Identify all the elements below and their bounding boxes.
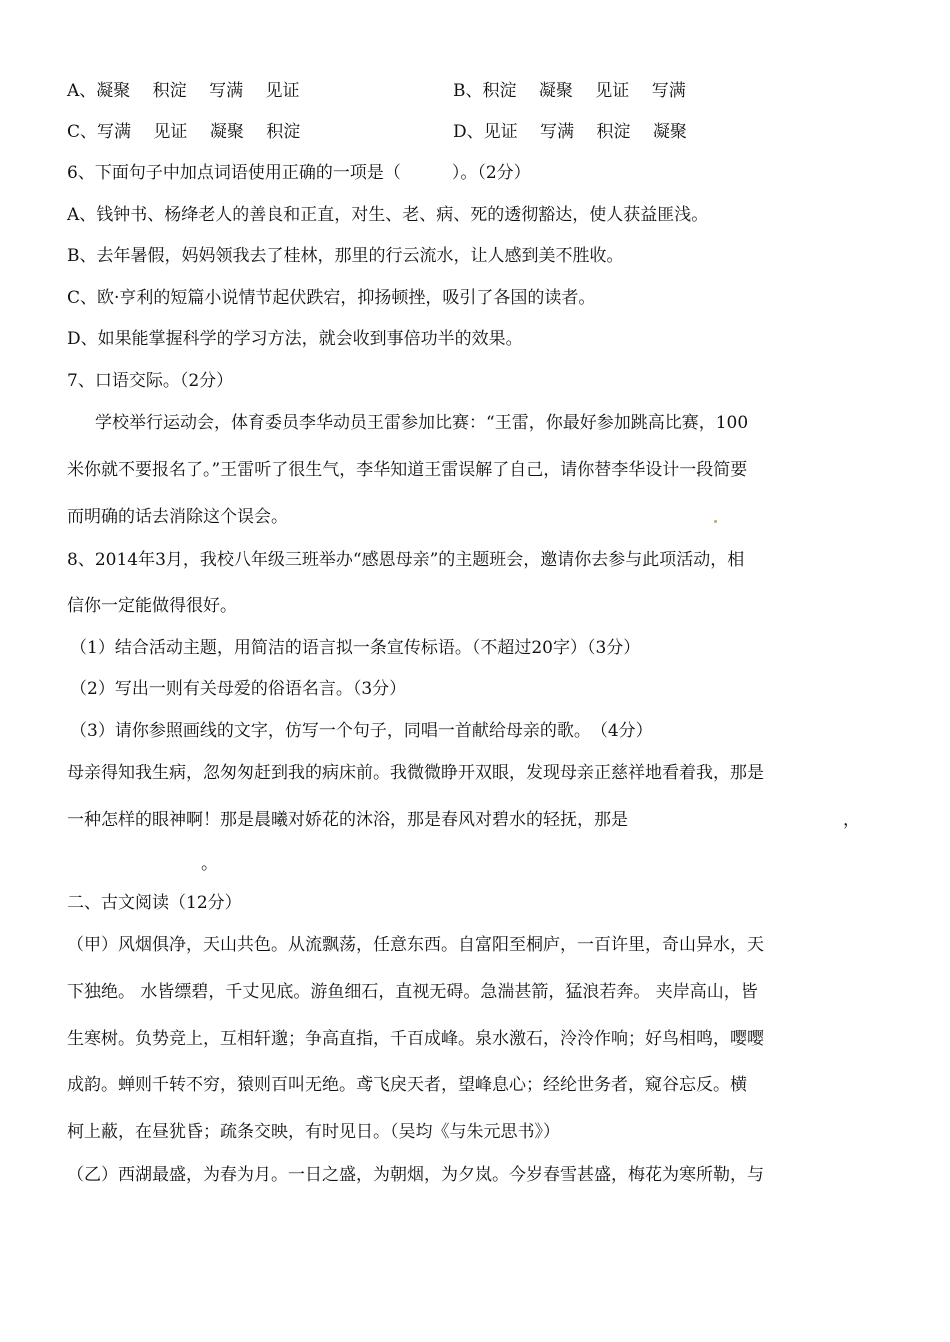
passage-jia-line-2: 下独绝。 水皆缥碧，千丈见底。游鱼细石，直视无碍。急湍甚箭，猛浪若奔。 夹岸高山，皆 xyxy=(67,982,758,1002)
passage-jia-line-1: （甲）风烟俱净，天山共色。从流飘荡，任意东西。自富阳至桐庐，一百许里，奇山异水，天 xyxy=(67,935,764,955)
passage-2-text: 一种怎样的眼神啊！那是晨曦对娇花的沐浴，那是春风对碧水的轻抚，那是 xyxy=(67,810,628,830)
passage-jia-line-4: 成韵。蝉则千转不穷，猿则百叫无绝。鸢飞戾天者，望峰息心；经纶世务者，窥谷忘反。横 xyxy=(67,1075,747,1095)
passage-jia-line-5: 柯上蔽，在昼犹昏；疏条交映，有时见日。（吴均《与朱元思书》） xyxy=(67,1122,560,1142)
question-6-stem: 6、下面句子中加点词语使用正确的一项是（ ）。（2分） xyxy=(67,163,531,183)
question-8-passage-3: 。 xyxy=(201,854,218,874)
question-7-line-2: 米你就不要报名了。”王雷听了很生气，李华知道王雷误解了自己，请你替李华设计一段简要 xyxy=(67,460,748,480)
question-6-option-b: B、去年暑假，妈妈领我去了桂林，那里的行云流水，让人感到美不胜收。 xyxy=(67,246,624,266)
question-6-option-c: C、欧·亨利的短篇小说情节起伏跌宕，抑扬顿挫，吸引了各国的读者。 xyxy=(67,288,596,308)
question-7-stem: 7、口语交际。（2分） xyxy=(67,371,234,391)
option-5c: C、写满 见证 凝聚 积淀 xyxy=(67,122,301,142)
speck-mark xyxy=(714,520,717,523)
option-5d: D、见证 写满 积淀 凝聚 xyxy=(453,122,687,142)
question-8-line-1: 8、2014年3月，我校八年级三班举办“感恩母亲”的主题班会，邀请你去参与此项活动，相 xyxy=(67,550,745,570)
passage-yi-line-1: （乙）西湖最盛，为春为月。一日之盛，为朝烟，为夕岚。今岁春雪甚盛，梅花为寒所勒，与 xyxy=(67,1165,764,1185)
question-6-option-d: D、如果能掌握科学的学习方法，就会收到事倍功半的效果。 xyxy=(67,329,523,349)
option-5a: A、凝聚 积淀 写满 见证 xyxy=(67,81,300,101)
question-8-sub-1: （1）结合活动主题，用简洁的语言拟一条宣传标语。（不超过20字）（3分） xyxy=(70,638,641,658)
option-5b: B、积淀 凝聚 见证 写满 xyxy=(453,81,686,101)
question-6-option-a: A、钱钟书、杨绛老人的善良和正直，对生、老、病、死的透彻豁达，使人获益匪浅。 xyxy=(67,205,709,225)
question-8-passage-1: 母亲得知我生病，忽匆匆赶到我的病床前。我微微睁开双眼，发现母亲正慈祥地看着我，那是 xyxy=(67,763,764,783)
question-8-sub-2: （2）写出一则有关母爱的俗语名言。（3分） xyxy=(70,679,407,699)
question-8-line-2: 信你一定能做得很好。 xyxy=(67,596,237,616)
passage-jia-line-3: 生寒树。负势竞上，互相轩邈；争高直指，千百成峰。泉水激石，泠泠作响；好鸟相鸣，嘤嘤 xyxy=(67,1029,764,1049)
passage-2-end-comma: ， xyxy=(843,810,860,830)
question-7-line-3: 而明确的话去消除这个误会。 xyxy=(67,507,288,527)
question-8-passage-2 xyxy=(67,808,628,832)
section-2-title: 二、古文阅读（12分） xyxy=(67,893,242,913)
question-8-sub-3: （3）请你参照画线的文字，仿写一个句子，同唱一首献给母亲的歌。 （4分） xyxy=(70,721,653,741)
question-7-line-1: 学校举行运动会，体育委员李华动员王雷参加比赛：“王雷，你最好参加跳高比赛，100 xyxy=(95,413,749,433)
